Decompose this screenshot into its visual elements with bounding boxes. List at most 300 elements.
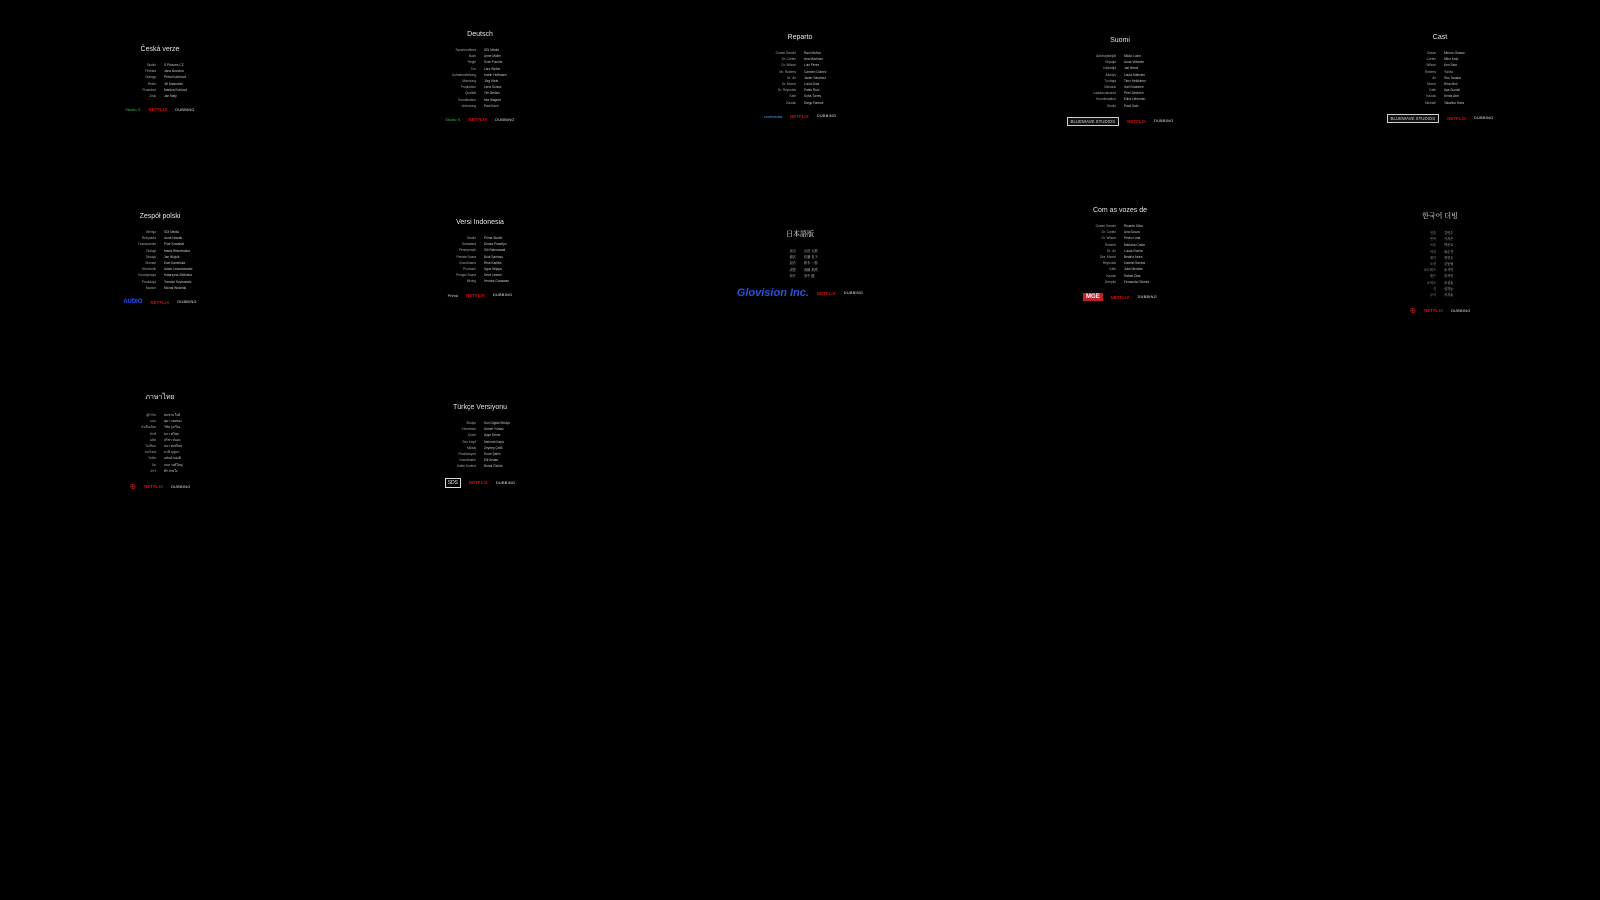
credits-list xyxy=(1040,223,1200,285)
credit-name: ธนา พงษ์ไทย xyxy=(164,444,183,449)
credit-role: Aufnahmeleitung xyxy=(452,72,476,77)
netflix-logo: NETFLIX xyxy=(466,292,485,298)
credit-role: Kierownik xyxy=(142,267,156,272)
credit-role: Koordinaattori xyxy=(1096,97,1116,102)
netflix-logo: NETFLIX xyxy=(148,107,168,113)
credit-name: Anne Müller xyxy=(484,54,502,59)
credit-name: SDI Media xyxy=(164,230,179,234)
credit-name: ศิริ สายใจ xyxy=(164,468,178,473)
credit-role: Penerjemah xyxy=(458,248,476,253)
credit-role: Cortez xyxy=(1426,57,1436,62)
credit-role: Roberts xyxy=(1424,69,1436,74)
credit-role: แปล xyxy=(149,419,156,424)
credit-name: Luis Pérez xyxy=(804,63,820,68)
credit-role: 윌슨 xyxy=(1429,274,1436,279)
credit-role: Produkcja xyxy=(141,279,156,284)
credit-name: Pauli Salo xyxy=(1124,103,1139,108)
credit-name: นภา ศรีสุข xyxy=(164,431,179,436)
credit-role: 調整 xyxy=(789,267,796,272)
credit-name: Ayşe Demir xyxy=(484,433,501,438)
credit-role: 로버츠 xyxy=(1426,280,1436,285)
credit-role: Nadzór xyxy=(145,285,156,290)
credit-name: 조성훈 xyxy=(1444,280,1454,285)
credit-role: Kääntäjä xyxy=(1103,66,1116,71)
credit-role: Kazuki xyxy=(786,100,796,105)
dubbing-label: DUBBING xyxy=(177,300,197,305)
credit-role: 演出 xyxy=(789,249,796,253)
credit-name: อนันต์ ทองดี xyxy=(164,456,181,461)
credit-name: Petri Järvinen xyxy=(1124,91,1144,96)
credit-role: Dr. Cortez xyxy=(1101,230,1116,235)
netflix-logo: NETFLIX xyxy=(1127,118,1147,124)
credit-name: Petra Kučerová xyxy=(164,75,186,80)
credit-role: Sutradara xyxy=(462,242,476,247)
credit-name: Rina Kartika xyxy=(484,260,502,265)
credit-role: มัวร์ xyxy=(150,468,156,473)
credit-name: SDI Media xyxy=(484,48,499,52)
credit-name: Beatriz Alves xyxy=(1124,255,1143,260)
credit-role: Zvuk xyxy=(149,94,156,99)
credit-row xyxy=(400,278,560,284)
credit-role: มิกซ์ xyxy=(149,431,156,436)
credit-row xyxy=(80,468,240,474)
credit-name: Minoru Okawa xyxy=(1444,51,1465,55)
credit-name: Yui Ito xyxy=(1444,69,1453,74)
netflix-logo: NETFLIX xyxy=(150,299,170,305)
credit-role: Koordinatör xyxy=(459,458,476,463)
credit-name: Miho Kato xyxy=(1444,57,1459,62)
credit-name: Jörg Klein xyxy=(484,79,499,84)
credit-role: Dr. Jin xyxy=(786,75,796,80)
card-title: Zespół polski xyxy=(139,213,181,220)
studio-logo: Studio S xyxy=(445,117,461,123)
credit-name: Kenta Abe xyxy=(1444,94,1459,99)
credit-role: Kath xyxy=(1429,88,1436,93)
credit-name: สุดา แสงทอง xyxy=(164,419,182,424)
credit-role: Reynolds xyxy=(1102,261,1116,266)
credit-name: Siti Rahmawati xyxy=(484,248,506,253)
card-footer xyxy=(80,482,240,491)
credit-name: Anna Virtanen xyxy=(1124,60,1145,65)
credit-name: วิชัย รุ่งเรือง xyxy=(164,425,181,430)
credit-role: Ocean Gemini xyxy=(1095,224,1116,228)
card-title: Suomi xyxy=(1110,37,1130,44)
credit-name: สมชาย ใจดี xyxy=(164,413,181,417)
credit-row xyxy=(720,273,880,279)
credit-name: S Pictures CZ xyxy=(164,63,184,67)
credit-name: Timo Heikkinen xyxy=(1124,78,1146,83)
credit-name: Mia Wagner xyxy=(484,97,502,102)
card-title: Deutsch xyxy=(467,31,493,38)
credit-name: Rina Mori xyxy=(1444,82,1458,87)
credit-name: Zeynep Çelik xyxy=(484,445,503,450)
credit-name: 강동원 xyxy=(1444,262,1454,267)
credit-name: Jari Niemi xyxy=(1124,66,1139,71)
credit-name: Lars Weber xyxy=(484,66,501,71)
card-footer xyxy=(720,114,880,119)
credit-role: Koordinator xyxy=(459,260,476,265)
credit-role: Režie xyxy=(147,81,156,86)
credit-name: Piotr Kowalski xyxy=(164,242,185,247)
credit-name: 윤서연 xyxy=(1444,268,1454,273)
credit-role: Jin xyxy=(1431,75,1436,80)
credit-name: Sofía Torres xyxy=(804,94,822,99)
credit-name: 박준호 xyxy=(1444,243,1454,248)
credit-role: 코르테즈 xyxy=(1423,268,1436,273)
credit-row xyxy=(400,103,560,109)
credit-card-czech xyxy=(80,46,240,112)
credit-role: Regie xyxy=(467,60,476,65)
credit-role: Ocean xyxy=(1426,51,1436,55)
credit-name: Burak Öztürk xyxy=(484,464,503,469)
credit-row xyxy=(1360,100,1520,106)
credit-role: Penata Suara xyxy=(456,254,476,259)
studio-logo: cinemedia xyxy=(763,113,782,119)
credit-card-spanish xyxy=(720,34,880,119)
credit-card-polish xyxy=(80,213,240,305)
netflix-logo: NETFLIX xyxy=(1110,294,1130,300)
credit-card-german xyxy=(400,31,560,122)
credit-name: Budi Santoso xyxy=(484,254,503,259)
studio-logo: AUDIO xyxy=(123,299,143,306)
dubbing-label: DUBBING xyxy=(1474,116,1494,121)
credit-role: คอร์เตซ xyxy=(144,450,156,455)
credit-name: 山田 太郎 xyxy=(804,249,818,253)
credit-role: Reżyseria xyxy=(141,236,156,241)
credit-card-english-cast xyxy=(1360,34,1520,123)
card-title: Česká verze xyxy=(140,46,180,53)
credit-name: 田中 健 xyxy=(804,273,815,278)
credit-role: Překlad xyxy=(145,69,156,74)
credit-role: Michael xyxy=(1425,100,1436,105)
card-title: Versi Indonesia xyxy=(456,219,504,226)
studio-logo: Glovision Inc. xyxy=(736,287,809,300)
credit-name: 이지은 xyxy=(1444,237,1454,242)
credit-role: Studio xyxy=(1106,103,1116,108)
credit-name: ปรีชา มั่นคง xyxy=(164,437,181,442)
studio-logo: ⊕ xyxy=(129,482,137,492)
netflix-logo: NETFLIX xyxy=(1424,308,1444,314)
card-title: 日本語版 xyxy=(786,231,814,238)
credit-role: Ääninäyttelijät xyxy=(1096,54,1116,58)
studio-logo: SDS xyxy=(445,478,461,488)
credit-row xyxy=(400,463,560,469)
studio-logo: BLUEWAVE STUDIOS xyxy=(1387,114,1440,123)
credit-role: Dr. Jin xyxy=(1106,248,1116,253)
credit-name: Ana Souza xyxy=(1124,230,1140,235)
credit-name: 佐藤 花子 xyxy=(804,255,818,260)
credit-card-portuguese xyxy=(1040,207,1200,301)
credit-role: Buch xyxy=(468,54,476,59)
credits-list xyxy=(1360,230,1520,298)
studio-logo: BLUEWAVE STUDIOS xyxy=(1067,117,1120,126)
card-title: ภาษาไทย xyxy=(145,394,175,401)
credit-name: Lena Schulz xyxy=(484,85,502,90)
credit-role: วิลสัน xyxy=(148,456,156,461)
credit-name: Julia Mendes xyxy=(1124,267,1143,272)
dubbing-label: DUBBING xyxy=(175,107,195,112)
credit-name: Adam Lewandowski xyxy=(164,267,193,272)
credit-role: Dźwięk xyxy=(145,254,156,259)
credit-name: 高橋 美咲 xyxy=(804,267,818,272)
credit-name: Elif Arslan xyxy=(484,458,499,463)
credit-name: Mikko Laine xyxy=(1124,54,1142,58)
credit-role: Ocean Gemini xyxy=(775,51,796,55)
credit-role: Tłumaczenie xyxy=(137,242,156,247)
credit-role: Ohjaaja xyxy=(1105,60,1116,65)
credit-role: Direção xyxy=(1105,279,1116,284)
credit-role: Prodüksiyon xyxy=(458,452,476,457)
credit-name: Fernanda Oliveira xyxy=(1124,279,1150,284)
credit-role: ผลิต xyxy=(150,437,156,442)
card-footer xyxy=(400,293,560,298)
credit-role: Dialogi xyxy=(146,248,156,253)
credit-name: Jana Novotná xyxy=(164,69,184,74)
credit-name: Hendra Gunawan xyxy=(484,279,509,284)
credit-name: Mariana Costa xyxy=(1124,242,1145,247)
credit-role: โอเชียน xyxy=(145,444,156,449)
card-title: Türkçe Versiyonu xyxy=(452,404,508,411)
credit-row xyxy=(1360,292,1520,298)
credits-list xyxy=(80,412,240,474)
credit-name: Pedro Lima xyxy=(1124,236,1141,241)
credit-name: Martina Kohlová xyxy=(164,87,188,92)
credit-role: Produktion xyxy=(460,85,476,90)
credit-role: Roberts xyxy=(1104,242,1116,247)
credits-list xyxy=(720,248,880,279)
credit-name: Emre Şahin xyxy=(484,452,501,457)
credits-list xyxy=(1040,53,1200,109)
credit-name: Javier Sánchez xyxy=(804,75,826,80)
credits-list xyxy=(400,47,560,109)
credits-list xyxy=(720,50,880,106)
studio-logo: Studio S xyxy=(125,107,141,113)
credit-name: Carmen Gómez xyxy=(804,69,827,74)
credit-name: Aya Suzuki xyxy=(1444,88,1460,93)
credit-role: Qualität xyxy=(465,91,476,96)
netflix-logo: NETFLIX xyxy=(468,117,488,123)
credit-name: Dewi Lestari xyxy=(484,273,502,278)
credit-name: 鈴木 一郎 xyxy=(804,261,818,266)
credit-role: Ses Kayıt xyxy=(462,439,476,444)
credit-name: 김민수 xyxy=(1444,231,1454,235)
card-footer xyxy=(400,117,560,122)
credit-name: 서지훈 xyxy=(1444,293,1454,298)
credit-name: Jan Wójcik xyxy=(164,254,180,259)
credit-name: Elina Lehtonen xyxy=(1124,97,1146,102)
credit-role: Dra. Moore xyxy=(1100,255,1116,260)
credit-role: Produkce xyxy=(142,87,156,92)
card-footer xyxy=(1360,114,1520,123)
credit-role: Koordination xyxy=(458,97,476,102)
netflix-logo: NETFLIX xyxy=(789,113,809,119)
netflix-logo: NETFLIX xyxy=(144,484,164,490)
credit-role: Moore xyxy=(1426,82,1436,87)
credit-role: Studio xyxy=(146,63,156,67)
card-footer xyxy=(1040,293,1200,301)
credit-role: 녹음 xyxy=(1429,243,1436,248)
credit-role: Äänitys xyxy=(1105,72,1116,77)
credit-role: Synchronfirma xyxy=(455,48,476,52)
credit-name: Tomasz Szymański xyxy=(164,279,192,284)
credit-role: Sr. Reynolds xyxy=(777,88,796,93)
credit-name: Ana Martínez xyxy=(804,57,823,62)
credits-list xyxy=(1360,50,1520,106)
credit-role: บันทึกเสียง xyxy=(141,425,156,430)
credit-role: 翻訳 xyxy=(789,255,796,260)
credit-role: Wersja xyxy=(146,230,156,234)
credits-list xyxy=(400,420,560,470)
credit-name: Diego Ramos xyxy=(804,100,824,105)
credit-role: Miksaj xyxy=(466,445,476,450)
credit-name: Katarzyna Zielińska xyxy=(164,273,192,278)
credit-role: Produser xyxy=(463,267,476,272)
credit-role: Miksaus xyxy=(1104,85,1116,90)
dubbing-label: DUBBING xyxy=(171,484,191,489)
card-footer xyxy=(400,478,560,488)
credit-name: Dimas Prasetyo xyxy=(484,242,507,247)
credit-name: กมล วงศ์ใหญ่ xyxy=(164,462,183,467)
credit-role: Tuottaja xyxy=(1104,78,1116,83)
dubbing-label: DUBBING xyxy=(1137,295,1157,300)
credit-name: 정현우 xyxy=(1444,255,1454,260)
credit-name: Katrin Hoffmann xyxy=(484,72,507,77)
netflix-logo: NETFLIX xyxy=(1447,115,1467,121)
credit-role: Dr. Wilson xyxy=(1101,236,1116,241)
credit-role: ผู้กำกับ xyxy=(146,413,156,417)
dubbing-label: DUBBING xyxy=(843,291,864,296)
credits-list xyxy=(80,229,240,291)
credit-name: มาลี บุญมา xyxy=(164,450,180,455)
credit-card-indonesian xyxy=(400,219,560,298)
studio-logo: Prima xyxy=(447,292,459,298)
credits-list xyxy=(80,62,240,99)
credit-name: 한지민 xyxy=(1444,274,1454,279)
credit-card-japanese xyxy=(720,229,880,299)
credit-name: Sho Tanaka xyxy=(1444,75,1461,80)
credit-card-thai xyxy=(80,392,240,491)
credit-name: Paul Koch xyxy=(484,103,499,108)
dubbing-label: DUBBING xyxy=(1154,119,1174,124)
credit-name: Mehmet Kaya xyxy=(484,439,504,444)
credit-role: Vertonung xyxy=(461,103,476,108)
credit-role: 진 xyxy=(1432,286,1436,291)
netflix-logo: NETFLIX xyxy=(816,290,836,296)
credit-name: Prima Studio xyxy=(484,236,503,240)
credit-role: Dr. Cortez xyxy=(781,57,796,62)
credit-row xyxy=(1040,279,1200,285)
credit-role: Çeviri xyxy=(467,433,476,438)
credit-role: 연출 xyxy=(1429,231,1436,235)
credit-name: Ricardo Silva xyxy=(1124,224,1143,228)
credit-role: Kazuki xyxy=(1426,94,1436,99)
studio-logo: ⊕ xyxy=(1409,306,1417,316)
dubbing-label: DUBBING xyxy=(1451,308,1471,313)
credit-role: Koordynacja xyxy=(138,273,156,278)
credit-card-finnish xyxy=(1040,37,1200,126)
credit-name: Ken Sato xyxy=(1444,63,1458,68)
credit-role: Mischung xyxy=(462,79,476,84)
card-title: Com as vozes de xyxy=(1092,207,1148,214)
credit-name: 최수진 xyxy=(1444,249,1454,254)
dubbing-label: DUBBING xyxy=(492,293,513,298)
credit-name: Raúl Muñoz xyxy=(804,51,822,55)
netflix-logo: NETFLIX xyxy=(469,480,488,486)
card-title: Reparto xyxy=(787,34,813,41)
credit-name: 임하늘 xyxy=(1444,286,1454,291)
credit-name: Jan Malý xyxy=(164,94,177,99)
credit-name: Lucía Díaz xyxy=(804,82,820,87)
credit-role: Montaż xyxy=(145,261,156,266)
credit-role: 번역 xyxy=(1429,237,1436,242)
credit-role: Yönetmen xyxy=(461,427,476,432)
credit-role: Kazuki xyxy=(1106,273,1116,278)
credit-role: 録音 xyxy=(789,261,796,266)
credit-role: Kalite Kontrol xyxy=(457,464,476,469)
credit-card-turkish xyxy=(400,404,560,488)
credit-role: 제작 xyxy=(1429,255,1436,260)
credit-row xyxy=(80,285,240,291)
credit-name: Takahiro Hara xyxy=(1444,100,1464,105)
credit-role: 오션 xyxy=(1429,262,1436,267)
credit-role: Laadunvalvonta xyxy=(1093,91,1116,96)
credit-name: Lucas Rocha xyxy=(1124,248,1143,253)
credit-role: 制作 xyxy=(789,273,796,278)
card-footer xyxy=(1360,306,1520,315)
credit-name: Rafael Dias xyxy=(1124,273,1141,278)
credit-name: Pablo Ruiz xyxy=(804,88,820,93)
credit-role: จิน xyxy=(151,462,156,467)
card-footer xyxy=(80,299,240,305)
credit-role: 무어 xyxy=(1429,293,1436,298)
credit-role: Ton xyxy=(470,66,476,71)
credit-name: Sari Koskinen xyxy=(1124,85,1144,90)
card-footer xyxy=(1040,117,1200,126)
credit-role: Mixing xyxy=(466,279,476,284)
credit-role: Dialogy xyxy=(145,75,156,80)
credit-role: Studio xyxy=(466,236,476,240)
credit-name: Gabriel Santos xyxy=(1124,261,1146,266)
dubbing-label: DUBBING xyxy=(816,114,837,119)
studio-logo: MGE xyxy=(1083,293,1103,301)
credit-role: Stüdyo xyxy=(466,421,476,425)
credit-row xyxy=(80,93,240,99)
credit-role: 믹싱 xyxy=(1429,249,1436,254)
credit-role: Kath xyxy=(789,94,796,99)
credit-role: Mr. Roberts xyxy=(779,69,796,74)
card-title: 한국어 더빙 xyxy=(1422,213,1458,220)
credit-name: Ahmet Yılmaz xyxy=(484,427,504,432)
credit-name: Sun Digital Stüdyo xyxy=(484,421,511,425)
dubbing-label: DUBBING xyxy=(495,480,516,485)
credit-name: Ewa Kamińska xyxy=(164,261,186,266)
card-footer xyxy=(720,287,880,299)
credit-role: Wilson xyxy=(1426,63,1436,68)
credit-role: Dr. Wilson xyxy=(781,63,796,68)
credit-row xyxy=(720,100,880,106)
card-footer xyxy=(80,107,240,112)
credit-name: Anna Nowak xyxy=(164,236,183,241)
credits-list xyxy=(400,235,560,285)
credit-name: Tim Becker xyxy=(484,91,500,96)
credit-name: Agus Wijaya xyxy=(484,267,502,272)
credit-name: Jiří Matoušek xyxy=(164,81,183,86)
credit-role: Dr. Moore xyxy=(782,82,796,87)
credit-name: Laura Mäkinen xyxy=(1124,72,1146,77)
credit-name: Michał Woźniak xyxy=(164,285,187,290)
card-title: Cast xyxy=(1432,34,1448,41)
credit-row xyxy=(1040,103,1200,109)
